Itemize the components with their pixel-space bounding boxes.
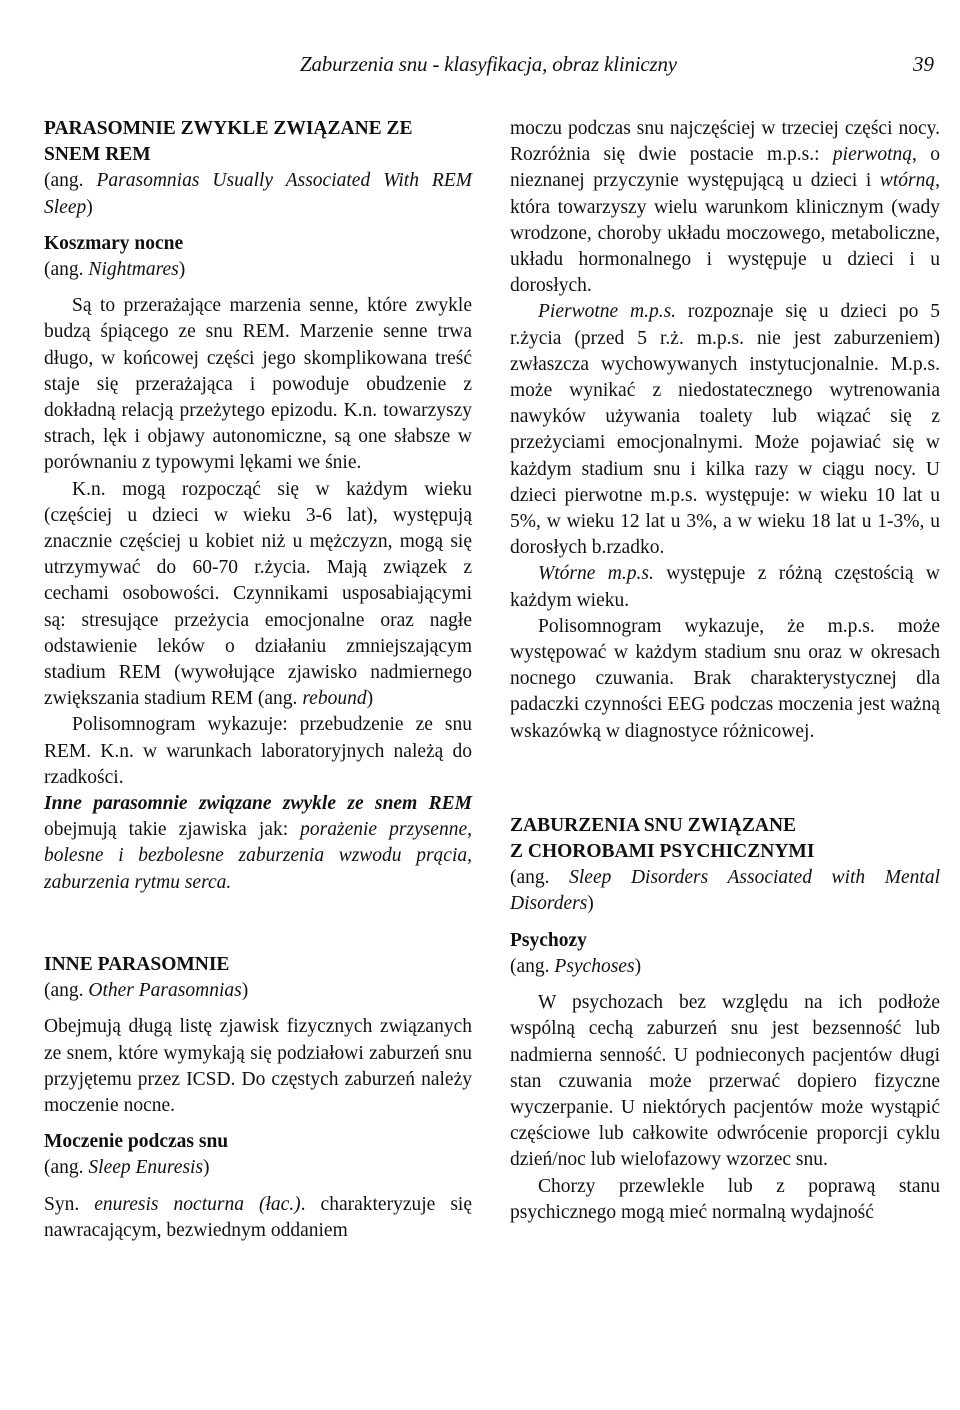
section-heading-other-parasomnias: INNE PARASOMNIE xyxy=(44,953,230,975)
english-term: (ang. Sleep Disorders Associated with Mental Disorders) xyxy=(510,867,940,915)
left-column xyxy=(44,116,472,1244)
page-number: 39 xyxy=(913,52,934,76)
subheading-enuresis: Moczenie podczas snu xyxy=(44,1131,229,1153)
paragraph: Obejmują długą listę zjawisk fizycznych związanych ze snem, które wymykają się podziałowi zaburzeń snu przyjętemu przez ICSD. Do częstych zaburzeń należy moczenie nocne. xyxy=(44,1016,472,1116)
heading-line: ZABURZENIA SNU ZWIĄZANE xyxy=(510,814,797,836)
paragraph: Pierwotne m.p.s. rozpoznaje się u dzieci po 5 r.życia (przed 5 r.ż. m.p.s. nie jest zaburzeniem) zwłaszcza wychowywanych instytucjonalnie. M.p.s. może wynikać z niedostatecznego wytrenowania nawyków używania toalety lub wiązać się z przeżyciami emocjonalnymi. Może pojawiać się w każdym stadium snu i kilka razy w ciągu nocy. U dzieci pierwotne m.p.s. występuje: w wieku 10 lat u 5%, w wieku 12 lat u 3%, a w wieku 18 lat u 1-3%, u dorosłych b.rzadko. xyxy=(510,301,940,559)
heading-line: Z CHOROBAMI PSYCHICZNYMI xyxy=(510,841,815,863)
heading-line: SNEM REM xyxy=(44,144,151,166)
paragraph: Syn. enuresis nocturna (łac.). charakteryzuje się nawracającym, bezwiednym oddaniem xyxy=(44,1193,472,1241)
paragraph: W psychozach bez względu na ich podłoże wspólną cechą zaburzeń snu jest bezsenność lub nadmierna senność. U podnieconych pacjentów długi stan czuwania może przerwać dopiero fizyczne wyczerpanie. U niektórych pacjentów może wystąpić częściowe lub całkowite odwrócenie proporcji cyklu dzień/noc lub wielofazowy wzorzec snu. xyxy=(510,992,940,1171)
english-term: (ang. Other Parasomnias) xyxy=(44,980,249,1002)
english-term: (ang. Psychoses) xyxy=(510,955,642,977)
paragraph: Są to przerażające marzenia senne, które zwykle budzą śpiącego ze snu REM. Marzenie senne trwa długo, w końcowej części jego skomplikowana treść staje się przerażająca i powoduje obudzenie z dokładną relacją przeżytego epizodu. K.n. towarzyszy strach, lęk i objawy autonomiczne, są one słabsze w porównaniu z typowymi lękami we śnie. xyxy=(44,295,472,474)
paragraph: Chorzy przewlekle lub z poprawą stanu psychicznego mogą mieć normalną wydajność xyxy=(510,1175,940,1223)
english-term: (ang. Nightmares) xyxy=(44,259,186,281)
paragraph: Inne parasomnie związane zwykle ze snem REM obejmują takie zjawiska jak: porażenie przysenne, bolesne i bezbolesne zaburzenia wzwodu prącia, zaburzenia rytmu serca. xyxy=(44,793,472,893)
paragraph: moczu podczas snu najczęściej w trzeciej części nocy. Rozróżnia się dwie postacie m.p.s.: pierwotną, o nieznanej przyczynie występującą u dzieci i wtórną, która towarzyszy wielu warunkom klinicznym (wady wrodzone, choroby układu moczowego, metaboliczne, układu hormonalnego i występuje u dzieci i u dorosłych. xyxy=(510,118,940,297)
subheading-nightmares: Koszmary nocne xyxy=(44,232,184,254)
paragraph: Polisomnogram wykazuje, że m.p.s. może występować w każdym stadium snu oraz w okresach nocnego czuwania. Brak charakterystycznej dla padaczki czynności EEG podczas moczenia jest ważną wskazówką w diagnostyce różnicowej. xyxy=(510,615,940,742)
running-header-title: Zaburzenia snu - klasyfikacja, obraz kliniczny xyxy=(300,52,677,76)
paragraph: Polisomnogram wykazuje: przebudzenie ze snu REM. K.n. w warunkach laboratoryjnych należą do rzadkości. xyxy=(44,714,472,788)
paragraph: Wtórne m.p.s. występuje z różną częstością w każdym wieku. xyxy=(510,563,940,611)
english-term: (ang. Parasomnias Usually Associated With REM Sleep) xyxy=(44,170,472,218)
subheading-psychoses: Psychozy xyxy=(510,929,587,951)
running-header xyxy=(0,52,960,82)
section-heading-parasomnias-rem xyxy=(44,116,472,168)
english-term: (ang. Sleep Enuresis) xyxy=(44,1157,210,1179)
paragraph: K.n. mogą rozpocząć się w każdym wieku (częściej u dzieci w wieku 3-6 lat), występują znacznie częściej u kobiet niż u mężczyzn, mogą się utrzymywać do 60-70 r.życia. Mają związek z cechami osobowości. Czynnikami usposabiającymi są: stresujące przeżycia emocjonalne oraz nagłe odstawienie leków o działaniu zmniejszającym stadium REM (wywołujące zjawisko nadmiernego zwiększania stadium REM (ang. rebound) xyxy=(44,478,472,710)
section-heading-mental-disorders xyxy=(510,813,940,865)
right-column xyxy=(510,116,940,1226)
heading-line: PARASOMNIE ZWYKLE ZWIĄZANE ZE xyxy=(44,118,413,139)
